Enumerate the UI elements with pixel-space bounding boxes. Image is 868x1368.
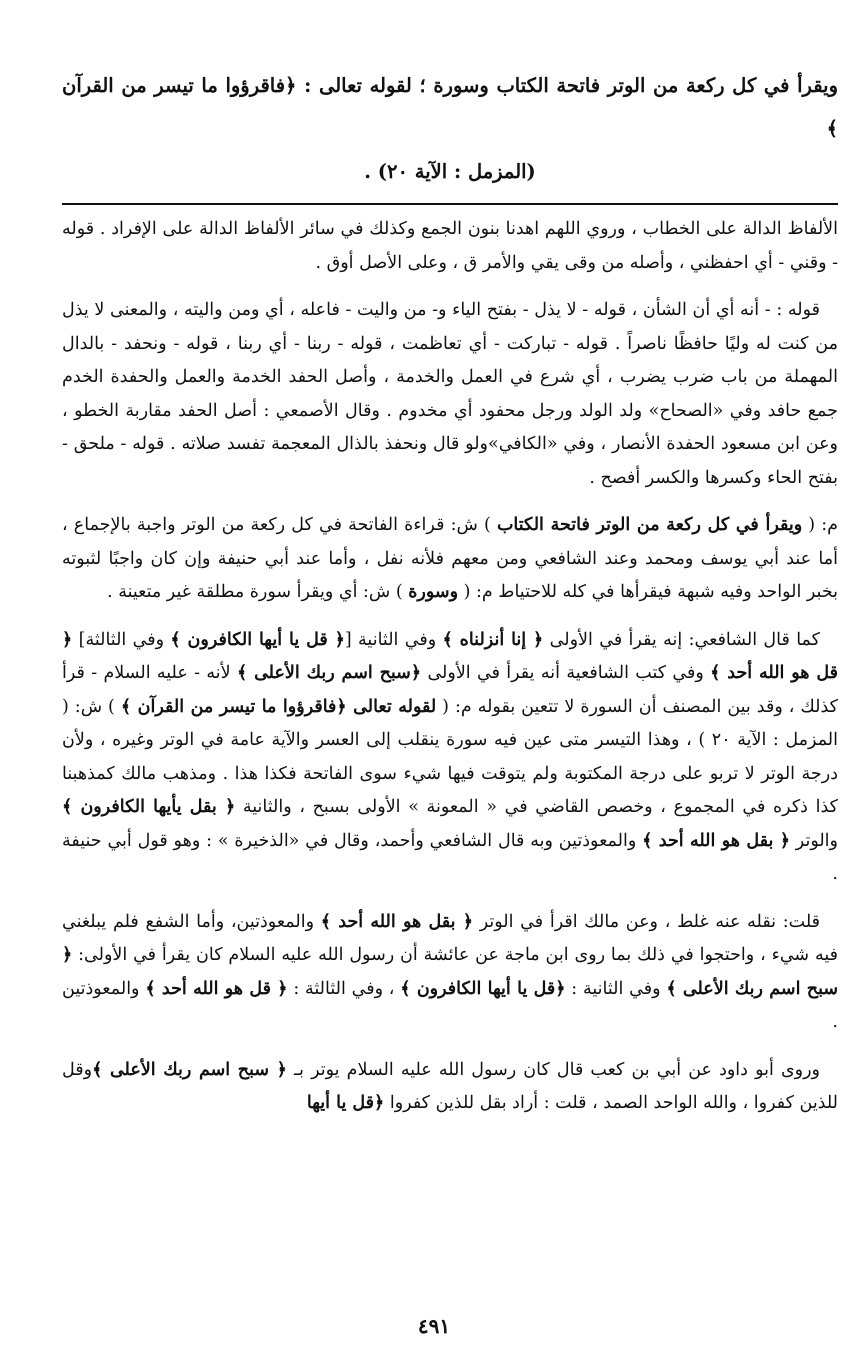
- quoted-text-segment: ﴿قل يا أيها: [306, 1093, 385, 1113]
- text-segment: لأنه - عليه السلام - قرأ كذلك ، وقد بين المصنف أن السورة لا تتعين بقوله م: (: [62, 663, 838, 717]
- quoted-text-segment: ويقرأ في كل ركعة من الوتر فاتحة الكتاب: [496, 515, 803, 535]
- quoted-text-segment: ﴿ قل يا أيها الكافرون ﴾: [170, 629, 345, 650]
- text-segment: كما قال الشافعي: إنه يقرأ في الأولى: [543, 629, 820, 650]
- page-header: [62, 64, 838, 193]
- header-line-1: ويقرأ في كل ركعة من الوتر فاتحة الكتاب وسورة ؛ لقوله تعالى : ﴿فاقرؤوا ما تيسر من القرآن ﴾: [62, 74, 838, 140]
- page-number: ٤٩١: [417, 1314, 451, 1338]
- paragraph-6: [62, 1054, 838, 1121]
- text-segment: وروى أبو داود عن أبي بن كعب قال كان رسول الله عليه السلام يوتر بـ: [286, 1059, 820, 1080]
- text-segment: وفي الثالثة]: [72, 629, 171, 650]
- header-line-2: (المزمل : الآية ٢٠) .: [364, 160, 536, 183]
- text-segment: وفي الثانية :: [565, 978, 667, 999]
- paragraph-2: [62, 294, 838, 495]
- text-segment: والمعوذتين وبه قال الشافعي وأحمد، وقال في «الذخيرة » : وهو قول أبي حنيفة .: [62, 830, 838, 884]
- text-segment: والمعوذتين .: [62, 978, 838, 1032]
- quoted-text-segment: ﴿ بقل هو الله أحد ﴾: [642, 830, 790, 851]
- quoted-text-segment: ﴿ سبح اسم ربك الأعلى ﴾: [62, 945, 839, 999]
- text-segment: ) ش: قراءة الفاتحة في كل ركعة من الوتر واجبة بالإجماع ، أما عند أبي يوسف ومحمد وعند الشافعي ومن معهم فلأنه نفل ، وأما عند أبي حنيفة وإن كان واجبًا لثبوته بخبر الواحد وفيه شبهة فيقرأها في كله للاحتياط م: (: [62, 515, 838, 602]
- quoted-text-segment: لقوله تعالى ﴿فاقرؤوا ما تيسر من القرآن ﴾: [120, 696, 437, 717]
- quoted-text-segment: ﴿ قل هو الله أحد ﴾: [62, 629, 839, 683]
- paragraph-5: [62, 906, 838, 1040]
- text-segment: وقل للذين كفروا ، والله الواحد الصمد ، قلت : أراد بقل للذين كفروا: [62, 1059, 838, 1113]
- quoted-text-segment: وسورة: [408, 582, 459, 602]
- text-segment: م: (: [802, 515, 839, 535]
- commentary-body: [62, 213, 838, 1121]
- text-segment: وفي الثانية [: [344, 629, 443, 650]
- text-segment: قوله : - أنه أي أن الشأن ، قوله - لا يذل - بفتح الياء و- من واليت - فاعله ، أي ومن واليته ، والمعنى لا يذل من كنت له وليًا حافظًا ناصراً . قوله - تباركت - أي تعاظمت ، قوله - ربنا - أي ربنا ، قوله - ونحفد - بالدال المهملة من باب ضرب يضرب ، أي شرع في العمل والخدمة ، وأصل الحفد الخدمة والعمل والحفدة الخدم جمع حافد وفي «الصحاح» ولد الولد ورجل محفود أي مخدوم . وقال الأصمعي : أصل الحفد مقاربة الخطو ، وعن ابن مسعود الحفدة الأنصار ، وفي «الكافي»ولو قال ونحفذ بالذال المعجمة تفسد صلاته . قوله - ملحق - بفتح الحاء وكسرها والكسر أفصح .: [62, 300, 838, 488]
- paragraph-1: [62, 213, 838, 280]
- quoted-text-segment: ﴿ بقل يأيها الكافرون ﴾: [62, 797, 236, 817]
- text-segment: ، وفي الثالثة :: [287, 978, 401, 999]
- text-segment: الألفاظ الدالة على الخطاب ، وروي اللهم اهدنا بنون الجمع وكذلك في سائر الألفاظ الدالة على الإفراد . قوله - وقني - أي احفظني ، وأصله من وقى يقي والأمر ق ، وعلى الأصل أوق .: [62, 219, 838, 273]
- paragraph-4: [62, 624, 838, 892]
- quoted-text-segment: ﴿ سبح اسم ربك الأعلى ﴾: [92, 1059, 287, 1080]
- paragraph-3: [62, 509, 838, 610]
- text-segment: والمعوذتين، وأما الشفع فلم يبلغني فيه شيء ، واحتجوا في ذلك بما روى ابن ماجة عن عائشة أن رسول الله عليه السلام كان يقرأ في الأولى:: [62, 911, 838, 965]
- quoted-text-segment: ﴿قل يا أيها الكافرون ﴾: [400, 978, 566, 999]
- quoted-text-segment: ﴿ إنا أنزلناه ﴾: [442, 629, 544, 650]
- text-segment: ) ش: أي ويقرأ سورة مطلقة غير متعينة .: [107, 582, 409, 602]
- quoted-text-segment: ﴿ بقل هو الله أحد ﴾: [320, 911, 473, 932]
- book-page: [62, 64, 838, 1368]
- header-divider: [62, 203, 838, 205]
- quoted-text-segment: ﴿سبح اسم ربك الأعلى ﴾: [236, 663, 422, 683]
- quoted-text-segment: ﴿ قل هو الله أحد ﴾: [145, 978, 288, 999]
- text-segment: والوتر: [789, 830, 838, 851]
- text-segment: وفي كتب الشافعية أنه يقرأ في الأولى: [421, 663, 711, 683]
- text-segment: ) ش: ( المزمل : الآية ٢٠ ) ، وهذا التيسر متى عين فيه سورة ينقلب إلى العسر والآية عامة في الوتر وغيره ، ولأن درجة الوتر لا تربو على درجة المكتوبة ولم يتوقت فيها شيء سوى الفاتحة فكذا هذا . ومذهب مالك كمذهبنا كذا ذكره في المجموع ، وخصص القاضي في « المعونة » الأولى بسبح ، والثانية: [62, 696, 838, 817]
- text-segment: قلت: نقله عنه غلط ، وعن مالك اقرأ في الوتر: [472, 911, 821, 932]
